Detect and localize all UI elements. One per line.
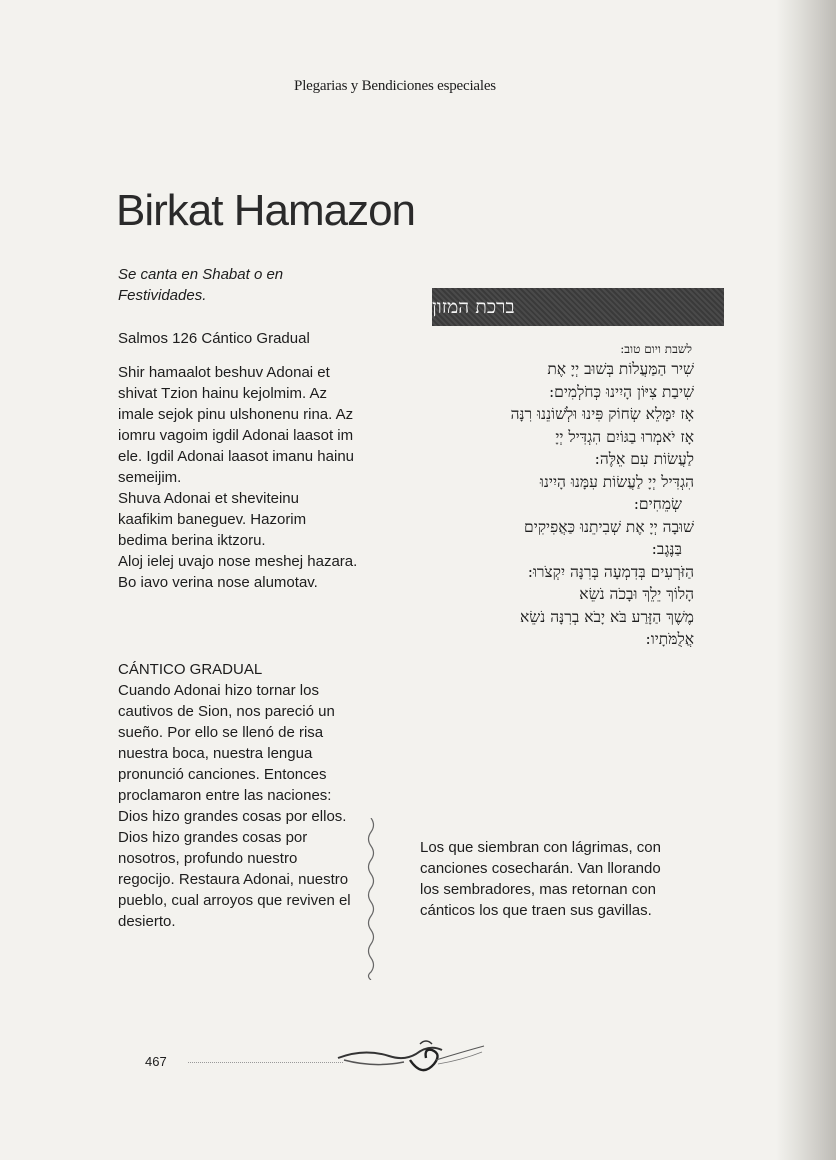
hebrew-line: לַעֲשׂוֹת עִם אֵלֶּה: — [594, 450, 694, 468]
hebrew-note: לשבת ויום טוב: — [620, 342, 692, 356]
hebrew-line: הָלוֹךְ יֵלֵךְ וּבָכֹה נֹשֵׂא — [579, 585, 694, 603]
hebrew-line: שִׁיר הַמַּעֲלוֹת בְּשׁוּב יְיָ אֶת — [547, 360, 694, 378]
hebrew-line: אָז יֹאמְרוּ בַגּוֹיִם הִגְדִּיל יְיָ — [555, 427, 694, 446]
hebrew-title-bar: ברכת המזון — [432, 288, 724, 326]
psalm-heading: Salmos 126 Cántico Gradual — [118, 330, 310, 347]
hebrew-line: שׁוּבָה יְיָ אֶת שְׁבִיתֵנוּ כַּאֲפִיקִים — [524, 517, 694, 536]
wavy-bracket-icon — [364, 818, 378, 980]
page-number: 467 — [145, 1054, 167, 1069]
transliteration-block — [118, 362, 358, 593]
footer-rule — [188, 1062, 343, 1063]
hebrew-line: בַּנֶּגֶב: — [651, 540, 682, 558]
hebrew-line: שִׁיבַת צִיּוֹן הָיִינוּ כְּחֹלְמִים: — [548, 382, 694, 401]
translation-heading: CÁNTICO GRADUAL — [118, 661, 263, 678]
hebrew-line: מֶשֶׁךְ הַזָּרַע בֹּא יָבֹא בְרִנָּה נֹשֵׂא — [520, 607, 694, 626]
subtitle-instruction: Se canta en Shabat o en Festividades. — [118, 266, 284, 304]
hebrew-line: אָז יִמָּלֵא שְׂחוֹק פִּינוּ וּלְשׁוֹנֵנוּ רִנָּה — [510, 405, 694, 423]
hebrew-psalm-text — [402, 358, 694, 651]
page-title: Birkat Hamazon — [116, 186, 416, 235]
transliteration-paragraph: Shir hamaalot beshuv Adonai et shivat Tzion hainu kejolmim. Az imale sejok pinu ulshonenu rina. Az iomru vagoim igdil Adonai laasot im ele. Igdil Adonai laasot imanu hainu semeijim. — [118, 364, 355, 486]
transliteration-paragraph: Aloj ielej uvajo nose meshej hazara. Bo iavo verina nose alumotav. — [118, 553, 358, 591]
page-edge-shadow — [776, 0, 836, 1160]
transliteration-paragraph: Shuva Adonai et sheviteinu kaafikim baneguev. Hazorim bedima berina iktzoru. — [118, 490, 307, 549]
translation-text: Cuando Adonai hizo tornar los cautivos de Sion, nos pareció un sueño. Por ello se llenó de risa nuestra boca, nuestra lengua pronunció canciones. Entonces proclamaron entre las naciones: Dios hizo grandes cosas por ellos. Dios hizo grandes cosas por nosotros, profundo nuestro regocijo. Restaura Adonai, nuestro pueblo, cual arroyos que reviven el desierto. — [118, 682, 351, 930]
flourish-ornament-icon — [334, 1034, 489, 1084]
hebrew-line: שְׂמֵחִים: — [633, 495, 682, 513]
hebrew-line: אֲלֻמֹּתָיו: — [645, 630, 694, 648]
hebrew-line: הַזֹּרְעִים בְּדִמְעָה בְּרִנָּה יִקְצֹרוּ: — [527, 562, 694, 581]
translation-continued: Los que siembran con lágrimas, con canciones cosecharán. Van llorando los sembradores, mas retornan con cánticos los que traen sus gavillas. — [420, 839, 661, 919]
running-head: Plegarias y Bendiciones especiales — [294, 78, 496, 94]
hebrew-line: הִגְדִּיל יְיָ לַעֲשׂוֹת עִמָּנוּ הָיִינוּ — [539, 472, 694, 491]
